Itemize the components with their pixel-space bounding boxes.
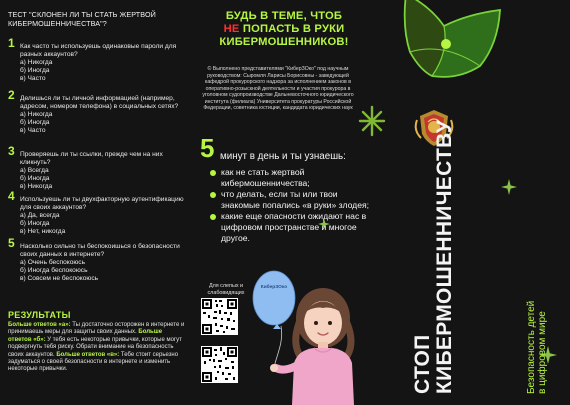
- five-minutes-text: минут в день и ты узнаешь:: [220, 151, 346, 162]
- results-text: [8, 322, 186, 374]
- list-item: как не стать жертвой кибермошенничества;: [210, 167, 378, 188]
- question-number: 5: [8, 236, 15, 250]
- question-3: [8, 144, 188, 191]
- headline-part1: БУДЬ В ТЕМЕ, ЧТОБ: [225, 10, 343, 22]
- side-title: [412, 120, 456, 394]
- question-text: Как часто ты используешь одинаковые пароли для разных аккаунтов?: [20, 43, 177, 59]
- list-item: что делать, если ты или твои знакомые попались «в руки» злодея;: [210, 189, 378, 210]
- result-a-text: Ты достаточно осторожен в интернете и принимаешь меры для защиты своих данных.: [8, 322, 185, 336]
- question-5: [8, 236, 188, 283]
- benefits-list: [210, 167, 378, 244]
- answer-option[interactable]: б) Иногда: [20, 175, 50, 183]
- answer-option[interactable]: а) Очень беспокоюсь: [20, 259, 86, 267]
- question-number: 3: [8, 144, 15, 158]
- answer-option[interactable]: б) Иногда: [20, 220, 50, 228]
- results-title: РЕЗУЛЬТАТЫ: [8, 310, 71, 320]
- result-b-text: У тебя есть некоторые привычки, которые могут подвергнуть тебя риску. Обрати внимание на безопасность своих аккаунтов.: [8, 336, 182, 358]
- question-2: [8, 88, 188, 135]
- bullet-icon: [210, 170, 216, 176]
- five-number: 5: [200, 133, 215, 163]
- answer-option[interactable]: в) Нет, никогда: [20, 228, 66, 236]
- result-a-label: Больше ответов «а»:: [8, 322, 71, 328]
- question-text: Проверяешь ли ты ссылки, прежде чем на них кликнуть?: [20, 151, 163, 167]
- side-subtitle-line2: в цифровом мире: [537, 311, 548, 394]
- sparkle-icon: [357, 104, 387, 138]
- test-title: ТЕСТ "СКЛОНЕН ЛИ ТЫ СТАТЬ ЖЕРТВОЙ КИБЕРМОШЕННИЧЕСТВА"?: [8, 10, 156, 28]
- headline-part2: ПОПАСТЬ В РУКИ КИБЕРМОШЕННИКОВ!: [219, 23, 349, 48]
- answer-option[interactable]: в) Часто: [20, 75, 46, 83]
- cyber-eye-emblem: [384, 0, 508, 96]
- answer-option[interactable]: в) Часто: [20, 127, 46, 135]
- answer-option[interactable]: б) Иногда: [20, 119, 50, 127]
- credits-text: © Выполнено представителями "КиберЗОко" под научным руководством: Сыромля Ларисы Борисовны - заведующей кафедрой прокурорского надзора за исполнением законов в оперативно-розыскной деятельности и участия прокурора в уголовном судопроизводстве Дальневосточного юридического института (филиала) Университета прокуратуры Российской Федерации, советника юстиции, кандидата юридических наук: [202, 66, 354, 111]
- answer-option[interactable]: а) Никогда: [20, 111, 53, 119]
- result-c-text: Тебе стоит серьезно задуматься о своей безопасности в интернете и изменить некоторые привычки.: [8, 351, 179, 373]
- question-1: [8, 36, 188, 83]
- answer-option[interactable]: в) Совсем не беспокоюсь: [20, 275, 99, 283]
- answer-option[interactable]: а) Да, всегда: [20, 212, 60, 220]
- bullet-icon: [210, 192, 216, 198]
- qr-code[interactable]: [201, 298, 238, 335]
- side-subtitle: [526, 301, 548, 394]
- result-c-label: Больше ответов «в»:: [56, 351, 120, 358]
- answer-option[interactable]: а) Всегда: [20, 167, 49, 175]
- answer-option[interactable]: б) Иногда: [20, 67, 50, 75]
- question-text: Насколько сильно ты беспокоишься о безопасности своих данных в интернете?: [20, 243, 180, 259]
- star-icon: [501, 179, 517, 195]
- side-title-line1: СТОП: [411, 334, 434, 394]
- question-number: 1: [8, 36, 15, 50]
- answer-option[interactable]: а) Никогда: [20, 59, 53, 67]
- question-text: Используешь ли ты двухфакторную аутентификацию для своих аккаунтов?: [20, 196, 184, 212]
- answer-option[interactable]: в) Никогда: [20, 183, 53, 191]
- question-number: 4: [8, 189, 15, 203]
- side-title-line2: КИБЕРМОШЕННИЧЕСТВУ: [433, 119, 456, 394]
- question-number: 2: [8, 88, 15, 102]
- headline: [196, 10, 372, 49]
- result-b-label: Больше ответов «б»:: [8, 329, 163, 343]
- answer-option[interactable]: б) Иногда беспокоюсь: [20, 267, 88, 275]
- list-item: какие еще опасности ожидают нас в цифровом пространстве и многое другое.: [210, 211, 378, 243]
- qr-code[interactable]: [201, 346, 238, 383]
- side-subtitle-line1: Безопасность детей: [526, 300, 537, 394]
- accessibility-label: Для слепых и слабовидящих: [207, 283, 245, 296]
- question-4: [8, 189, 188, 236]
- balloon-logo-text: КиберЗОко: [260, 285, 288, 290]
- headline-not: НЕ: [223, 23, 240, 35]
- bullet-icon: [210, 214, 216, 220]
- question-text: Делишься ли ты личной информацией (например, адресом, номером телефона) в социальных сетях?: [20, 95, 179, 111]
